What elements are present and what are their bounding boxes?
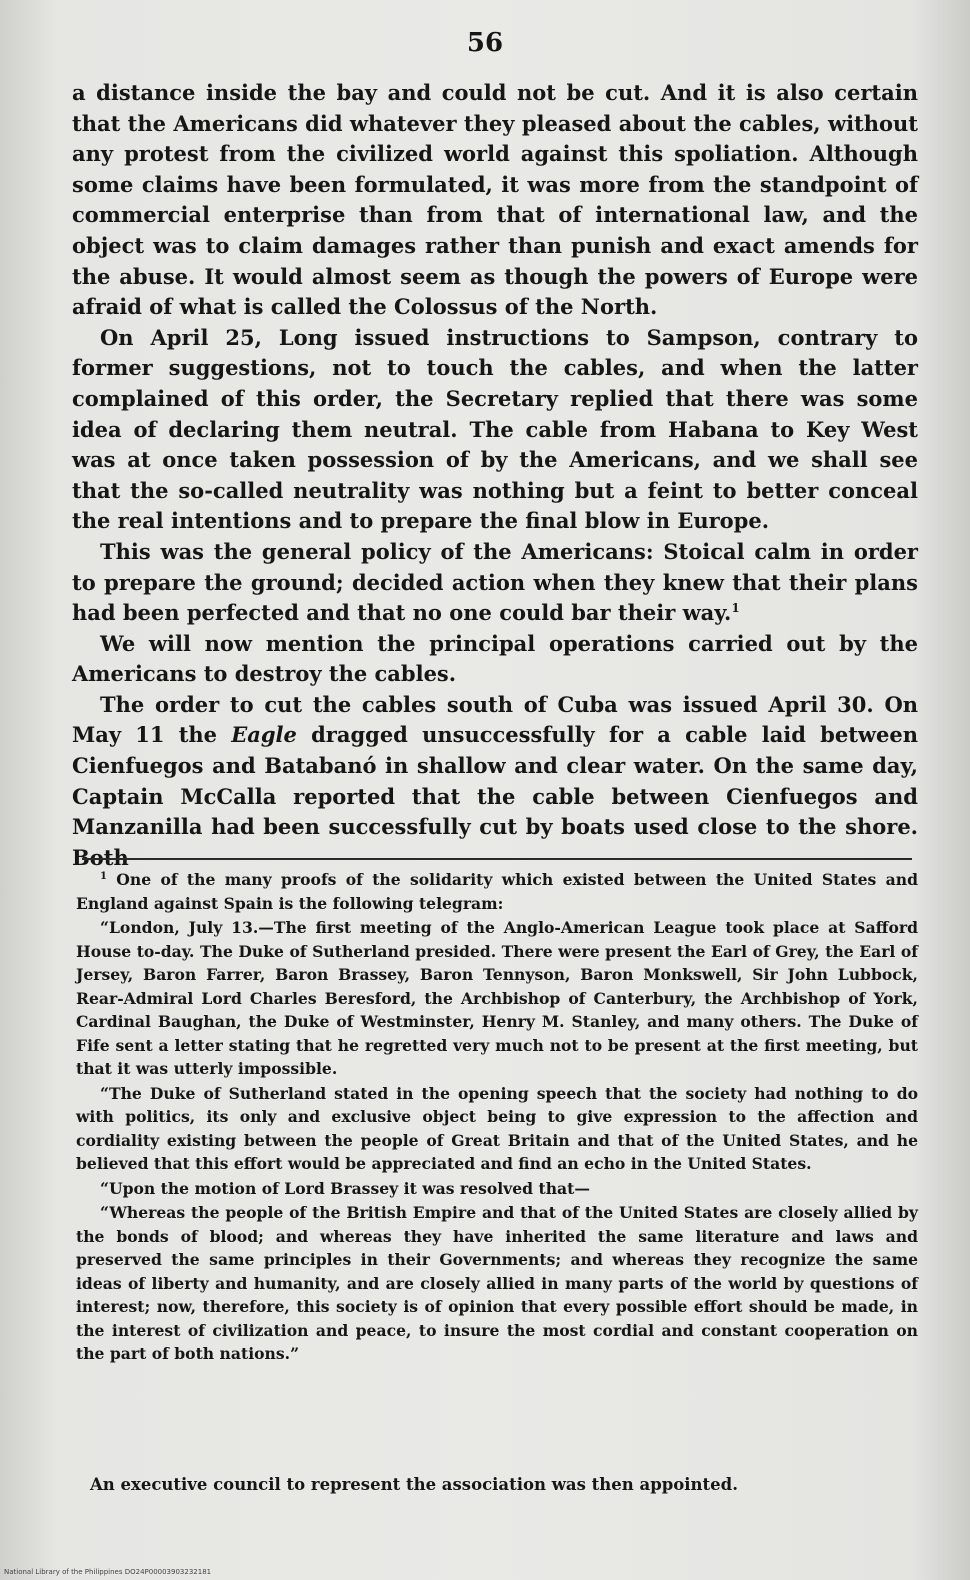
paragraph-4: We will now mention the principal operations carried out by the Americans to destroy the cables.	[72, 630, 918, 687]
paragraph-3	[72, 537, 918, 629]
footnote-speech: “The Duke of Sutherland stated in the opening speech that the society had nothing to do with politics, its only and exclusive object being to give expression to the affection and cordiality existing between the people of Great Britain and that of the United States, and he believed that this effort would be appreciated and find an echo in the United States.	[76, 1083, 918, 1173]
footnote-divider	[82, 858, 912, 860]
page-number: 56	[466, 28, 504, 58]
paragraph-5-text-b: dragged unsuccessfully for a cable laid between Cienfuegos and Batabanó in shallow and clear water. On the same day, Captain McCalla reported that the cable between Cienfuegos and Manzanilla had been successfully cut by boats used close to the shore. Both	[72, 722, 918, 870]
paragraph-5-text-a: The order to cut the cables south of Cuba was issued April 30. On May 11 the	[72, 691, 918, 748]
ship-name: Eagle	[231, 722, 297, 748]
scan-credit: National Library of the Philippines DO24P00003903232181	[4, 1568, 212, 1576]
main-text	[72, 78, 918, 873]
footnote-reference: 1	[731, 601, 740, 616]
paragraph-2: On April 25, Long issued instructions to Sampson, contrary to former suggestions, not to touch the cables, and when the latter complained of this order, the Secretary replied that there was some idea of declaring them neutral. The cable from Habana to Key West was at once taken possession of by the Americans, and we shall see that the so-called neutrality was nothing but a feint to better conceal the real intentions and to prepare the final blow in Europe.	[72, 324, 918, 534]
footnotes	[76, 868, 918, 1367]
paragraph-3-text: This was the general policy of the Americans: Stoical calm in order to prepare the ground; decided action when they knew that their plans had been perfected and that no one could bar their way.	[72, 538, 918, 626]
paragraph-5	[72, 690, 918, 874]
footnote-motion: “Upon the motion of Lord Brassey it was resolved that—	[100, 1178, 590, 1198]
footnote-marker: 1	[100, 870, 107, 882]
paragraph-1: a distance inside the bay and could not be cut. And it is also certain that the Americans did whatever they pleased about the cables, without any protest from the civilized world against this spoliation. Although some claims have been formulated, it was more from the standpoint of commercial enterprise than from that of international law, and the object was to claim damages rather than punish and exact amends for the abuse. It would almost seem as though the powers of Europe were afraid of what is called the Colossus of the North.	[72, 80, 918, 320]
footnote-1	[76, 868, 918, 915]
footnote-1-text: One of the many proofs of the solidarity which existed between the United States and England against Spain is the following telegram:	[76, 870, 918, 913]
footnote-telegram: “London, July 13.—The first meeting of the Anglo-American League took place at Safford House to-day. The Duke of Sutherland presided. There were present the Earl of Grey, the Earl of Jersey, Baron Farrer, Baron Brassey, Baron Tennyson, Baron Monkswell, Sir John Lubbock, Rear-Admiral Lord Charles Beresford, the Archbishop of Canterbury, the Archbishop of York, Cardinal Baughan, the Duke of Westminster, Henry M. Stanley, and many others. The Duke of Fife sent a letter stating that he regretted very much not to be present at the first meeting, but that it was utterly impossible.	[76, 918, 918, 1078]
footnote-closing: An executive council to represent the association was then appointed.	[90, 1475, 738, 1494]
footnote-resolution: “Whereas the people of the British Empire and that of the United States are closely allied by the bonds of blood; and whereas they have inherited the same literature and laws and preserved the same principles in their Governments; and whereas they recognize the same ideas of liberty and humanity, and are closely allied in many parts of the world by questions of interest; now, therefore, this society is of opinion that every possible effort should be made, in the interest of civilization and peace, to insure the most cordial and constant cooperation on the part of both nations.”	[76, 1203, 918, 1363]
